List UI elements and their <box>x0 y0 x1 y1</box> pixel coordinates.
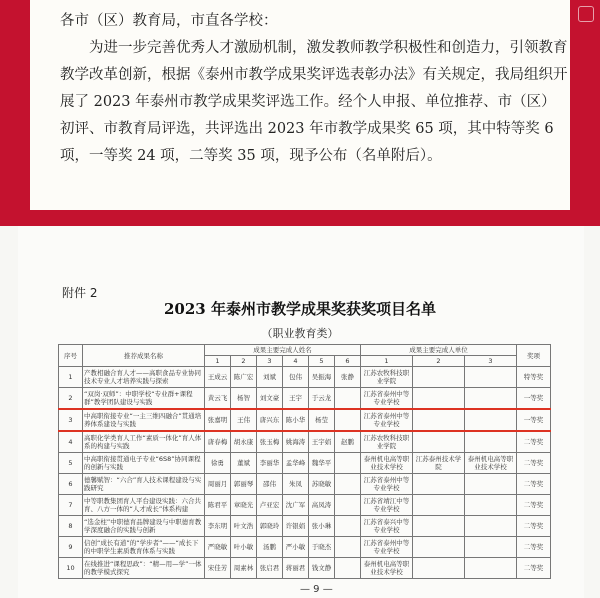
member-cell: 赵鹏 <box>335 431 361 453</box>
member-cell: 许银娟 <box>283 516 309 537</box>
project-name-cell: 产教相融合育人才——高职食品专业协同技术专业人才培养实践与探索 <box>83 367 205 388</box>
member-cell: 徐勇 <box>205 453 231 474</box>
member-col-header: 5 <box>309 356 335 367</box>
project-name-cell: 德馨赋智：“六合”育人技术课程建设与实践研究 <box>83 474 205 495</box>
member-cell: 吴振海 <box>309 367 335 388</box>
award-level-cell: 二等奖 <box>517 495 551 516</box>
member-cell: 魏华平 <box>309 453 335 474</box>
member-col-header: 6 <box>335 356 361 367</box>
unit-cell <box>465 474 517 495</box>
row-index-cell: 10 <box>59 558 83 579</box>
award-level-cell: 一等奖 <box>517 409 551 431</box>
member-cell: 郭丽琴 <box>231 474 257 495</box>
award-level-cell: 二等奖 <box>517 537 551 558</box>
unit-cell <box>465 516 517 537</box>
member-cell: 于云龙 <box>309 388 335 410</box>
member-cell: 杨智 <box>231 388 257 410</box>
row-index-cell: 9 <box>59 537 83 558</box>
unit-cell: 江苏省泰兴中等专业学校 <box>361 516 413 537</box>
unit-cell <box>413 516 465 537</box>
member-cell: 杨莹 <box>309 409 335 431</box>
member-cell <box>335 474 361 495</box>
member-cell: 黄云飞 <box>205 388 231 410</box>
annex-label: 附件 2 <box>62 286 98 300</box>
member-cell: 张玉梅 <box>257 431 283 453</box>
project-name-cell: 中等职教集团育人平台建设实践：六合共育、八方一体的“人才成长”体系构建 <box>83 495 205 516</box>
row-index-cell: 1 <box>59 367 83 388</box>
award-level-cell: 二等奖 <box>517 431 551 453</box>
row-index-cell: 3 <box>59 409 83 431</box>
member-cell: 郭晓玲 <box>257 516 283 537</box>
unit-cell: 江苏农牧科技职业学院 <box>361 431 413 453</box>
project-name-cell: 在线推进“课程思政”：“精—用—学”一体的教学模式探究 <box>83 558 205 579</box>
member-cell: 张静 <box>335 367 361 388</box>
member-col-header: 1 <box>205 356 231 367</box>
unit-cell <box>413 537 465 558</box>
member-cell: 唐兴东 <box>257 409 283 431</box>
member-col-header: 4 <box>283 356 309 367</box>
unit-cell <box>465 537 517 558</box>
unit-cell: 泰州机电高等职业技术学校 <box>465 453 517 474</box>
table-row <box>59 474 551 495</box>
notice-page <box>30 0 570 210</box>
member-cell: 孟华峰 <box>283 453 309 474</box>
award-level-cell: 特等奖 <box>517 367 551 388</box>
unit-col-header: 2 <box>413 356 465 367</box>
member-col-header: 2 <box>231 356 257 367</box>
member-cell: 李丽华 <box>257 453 283 474</box>
unit-cell <box>465 558 517 579</box>
member-cell <box>335 537 361 558</box>
row-index-cell: 7 <box>59 495 83 516</box>
award-level-cell: 一等奖 <box>517 388 551 410</box>
member-cell: 陈小华 <box>283 409 309 431</box>
member-cell <box>335 409 361 431</box>
unit-cell <box>465 388 517 410</box>
table-row <box>59 453 551 474</box>
header-level: 奖项 <box>517 345 551 367</box>
member-cell: 钱文静 <box>309 558 335 579</box>
award-table-body <box>59 367 551 579</box>
unit-cell <box>413 388 465 410</box>
list-subtitle: （职业教育类） <box>261 327 339 340</box>
member-cell: 章晓光 <box>231 495 257 516</box>
project-name-cell: 中高职衔接贯通电子专业“6S8”协同课程的创新与实践 <box>83 453 205 474</box>
member-cell: 董斌 <box>231 453 257 474</box>
unit-cell: 江苏省泰州中等专业学校 <box>361 388 413 410</box>
table-row <box>59 516 551 537</box>
row-index-cell: 4 <box>59 431 83 453</box>
project-name-cell: 信创“成长有道”的“学步者”——“成长下的中职学生素质教育体系与实践 <box>83 537 205 558</box>
member-cell: 朱凤 <box>283 474 309 495</box>
award-level-cell: 二等奖 <box>517 453 551 474</box>
unit-cell <box>413 558 465 579</box>
header-members: 成果主要完成人姓名 <box>205 345 361 356</box>
member-cell: 姚海涛 <box>283 431 309 453</box>
row-index-cell: 8 <box>59 516 83 537</box>
row-index-cell: 5 <box>59 453 83 474</box>
table-row <box>59 537 551 558</box>
member-cell: 张启君 <box>257 558 283 579</box>
unit-cell <box>465 495 517 516</box>
member-cell: 苏晓敏 <box>309 474 335 495</box>
member-cell: 王宇 <box>283 388 309 410</box>
document-frame-divider <box>0 210 600 226</box>
member-cell: 汤鹏 <box>257 537 283 558</box>
project-name-cell: 中高职衔接专业“一主三维四融合”贯通培养体系建设与实践 <box>83 409 205 431</box>
unit-cell: 江苏省泰州中等专业学校 <box>361 537 413 558</box>
member-cell: 王宇娟 <box>309 431 335 453</box>
member-cell: 于晓杰 <box>309 537 335 558</box>
unit-cell: 江苏省靖江中等专业学校 <box>361 495 413 516</box>
project-name-cell: “双岗·双师”：中职学校“专业群+课程群”教学团队建设与实践 <box>83 388 205 410</box>
member-cell: 严小敏 <box>283 537 309 558</box>
row-index-cell: 2 <box>59 388 83 410</box>
unit-cell: 泰州机电高等职业技术学校 <box>361 558 413 579</box>
member-cell: 王成云 <box>205 367 231 388</box>
unit-cell <box>413 495 465 516</box>
header-units: 成果主要完成人单位 <box>361 345 517 356</box>
table-row <box>59 558 551 579</box>
member-cell: 张小琳 <box>309 516 335 537</box>
unit-cell: 江苏泰州技术学院 <box>413 453 465 474</box>
unit-cell: 江苏农牧科技职业学院 <box>361 367 413 388</box>
member-cell <box>335 516 361 537</box>
member-cell: 刘斌 <box>257 367 283 388</box>
table-row <box>59 495 551 516</box>
member-cell: 周丽月 <box>205 474 231 495</box>
member-cell: 张嘉明 <box>205 409 231 431</box>
unit-cell: 江苏省泰州中等专业学校 <box>361 409 413 431</box>
salutation: 各市（区）教育局，市直各学校： <box>60 13 278 29</box>
member-cell: 严晓敏 <box>205 537 231 558</box>
unit-cell <box>465 431 517 453</box>
member-col-header: 3 <box>257 356 283 367</box>
frame-corner-mark <box>578 6 594 22</box>
member-cell: 叶文浩 <box>231 516 257 537</box>
member-cell: 宋佳芳 <box>205 558 231 579</box>
header-index: 序号 <box>59 345 83 367</box>
unit-col-header: 3 <box>465 356 517 367</box>
member-cell <box>335 558 361 579</box>
member-cell: 沈广军 <box>283 495 309 516</box>
unit-cell <box>413 431 465 453</box>
member-cell: 邵伟 <box>257 474 283 495</box>
member-cell: 刘文豪 <box>257 388 283 410</box>
unit-cell <box>413 474 465 495</box>
member-cell: 卢亚宏 <box>257 495 283 516</box>
notice-body: 为进一步完善优秀人才激励机制，激发教师教学积极性和创造力，引领教育教学改革创新，根据《泰州市教学成果奖评选表彰办法》有关规定，我局组织开展了 2023 年泰州市教学成果奖评选工作。经个人申报、单位推荐、市（区）初评、市教育局评选，共评选出 2023 年市教学成果奖 65 项，其中特等奖 6 项，一等奖 24 项，二等奖 35 项，现予公布（名单附后）。 <box>60 40 568 164</box>
project-name-cell: 高职化学类育人工作“素质一体化”育人体系的构建与实践 <box>83 431 205 453</box>
table-row <box>59 431 551 453</box>
member-cell: 蒋丽君 <box>283 558 309 579</box>
list-title: 2023 年泰州市教学成果奖获奖项目名单 <box>164 300 436 318</box>
unit-cell <box>413 367 465 388</box>
unit-cell: 泰州机电高等职业技术学校 <box>361 453 413 474</box>
member-cell <box>335 453 361 474</box>
award-level-cell: 二等奖 <box>517 558 551 579</box>
unit-cell <box>413 409 465 431</box>
table-row <box>59 409 551 431</box>
member-cell: 唐春梅 <box>205 431 231 453</box>
notice-text <box>60 8 570 170</box>
unit-cell <box>465 409 517 431</box>
member-cell <box>335 388 361 410</box>
header-name: 推荐成果名称 <box>83 345 205 367</box>
row-index-cell: 6 <box>59 474 83 495</box>
award-table <box>58 344 551 579</box>
member-cell: 陈广宏 <box>231 367 257 388</box>
page-number: — 9 — <box>300 584 333 595</box>
member-cell: 陈君平 <box>205 495 231 516</box>
project-name-cell: “选金柱”中职德育品牌建设与中职德育教学深度融合的实践与创新 <box>83 516 205 537</box>
member-cell: 高凤涛 <box>309 495 335 516</box>
award-level-cell: 二等奖 <box>517 516 551 537</box>
unit-cell: 江苏省泰州中等专业学校 <box>361 474 413 495</box>
member-cell: 胡永康 <box>231 431 257 453</box>
table-header-row <box>59 345 551 356</box>
table-row <box>59 367 551 388</box>
unit-cell <box>465 367 517 388</box>
member-cell: 叶小敏 <box>231 537 257 558</box>
member-cell: 周素林 <box>231 558 257 579</box>
member-cell: 李东明 <box>205 516 231 537</box>
member-cell: 王伟 <box>231 409 257 431</box>
table-row <box>59 388 551 410</box>
unit-col-header: 1 <box>361 356 413 367</box>
member-cell: 包伟 <box>283 367 309 388</box>
award-level-cell: 二等奖 <box>517 474 551 495</box>
member-cell <box>335 495 361 516</box>
